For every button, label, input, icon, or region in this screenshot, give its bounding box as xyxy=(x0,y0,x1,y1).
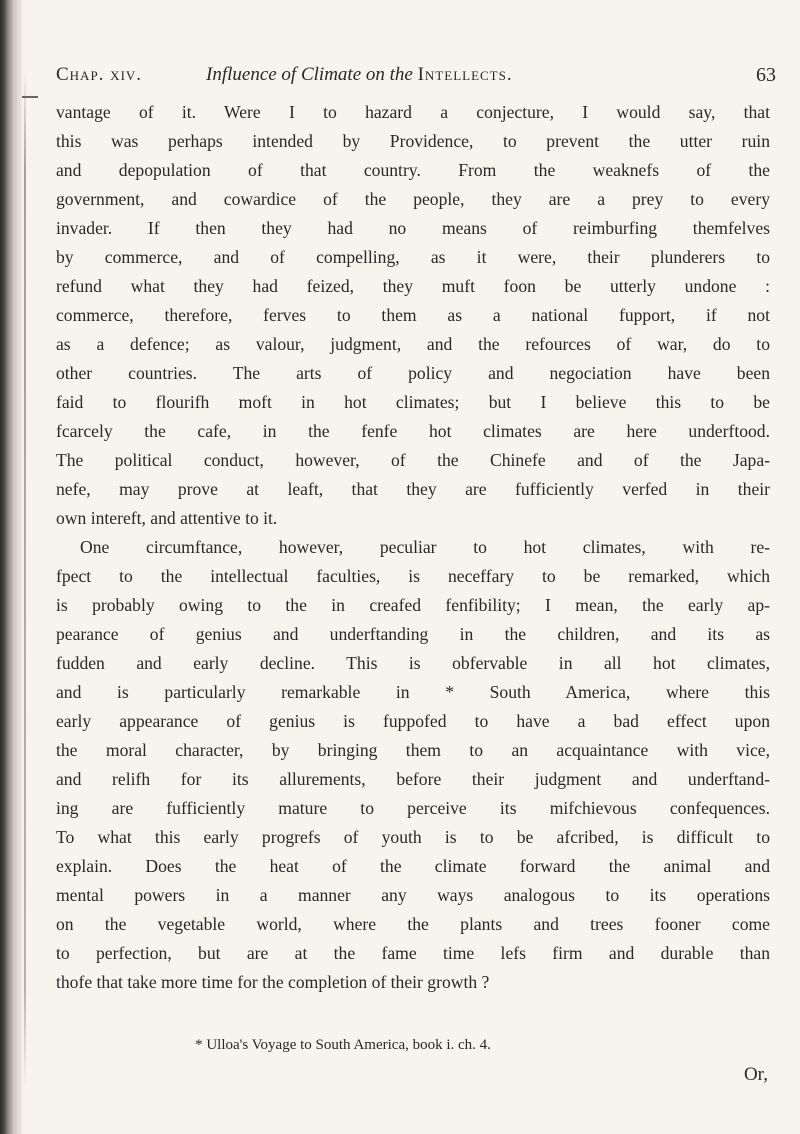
running-title xyxy=(206,64,513,86)
text-line: government, and cowardice of the people, they are a prey to every xyxy=(56,189,770,209)
page-number: 63 xyxy=(756,64,776,86)
binding-edge-line xyxy=(24,70,26,1090)
text-line: on the vegetable world, where the plants and trees fooner come xyxy=(56,914,770,934)
catchword: Or, xyxy=(743,1064,768,1085)
text-line: pearance of genius and underftanding in the children, and its as xyxy=(56,624,770,644)
book-binding-shadow xyxy=(0,0,22,1134)
footnote: * Ulloa's Voyage to South America, book i. ch. 4. xyxy=(195,1037,491,1053)
text-line: fcarcely the cafe, in the fenfe hot climates are here underftood. xyxy=(56,421,770,441)
text-line: is probably owing to the in creafed fenfibility; I mean, the early ap- xyxy=(56,595,770,615)
text-line: and relifh for its allurements, before their judgment and underftand- xyxy=(56,769,770,789)
paragraph-end-line: own intereft, and attentive to it. xyxy=(56,508,278,528)
text-line: early appearance of genius is fuppofed to have a bad effect upon xyxy=(56,711,770,731)
text-line: to perfection, but are at the fame time lefs firm and durable than xyxy=(56,943,770,963)
paragraph-start-line: One circumftance, however, peculiar to hot climates, with re- xyxy=(80,537,770,557)
running-title-italic: Influence of Climate on the xyxy=(206,64,413,85)
text-line: fudden and early decline. This is obfervable in all hot climates, xyxy=(56,653,770,673)
text-line: explain. Does the heat of the climate forward the animal and xyxy=(56,856,770,876)
text-line: other countries. The arts of policy and negociation have been xyxy=(56,363,770,383)
running-title-caps: Intellects. xyxy=(417,64,513,85)
text-line: faid to flourifh moft in hot climates; but I believe this to be xyxy=(56,392,770,412)
chapter-label: Chap. xiv. xyxy=(56,64,143,85)
text-line: this was perhaps intended by Providence, to prevent the utter ruin xyxy=(56,131,770,151)
text-line: refund what they had feized, they muft foon be utterly undone : xyxy=(56,276,770,296)
text-line: and depopulation of that country. From the weaknefs of the xyxy=(56,160,770,180)
text-line: commerce, therefore, ferves to them as a national fupport, if not xyxy=(56,305,770,325)
text-line: To what this early progrefs of youth is to be afcribed, is difficult to xyxy=(56,827,770,847)
text-line: nefe, may prove at leaft, that they are fufficiently verfed in their xyxy=(56,479,770,499)
text-line: as a defence; as valour, judgment, and the refources of war, do to xyxy=(56,334,770,354)
text-line: by commerce, and of compelling, as it were, their plunderers to xyxy=(56,247,770,267)
text-line: ing are fufficiently mature to perceive its mifchievous confequences. xyxy=(56,798,770,818)
text-line: invader. If then they had no means of reimburfing themfelves xyxy=(56,218,770,238)
text-line: the moral character, by bringing them to an acquaintance with vice, xyxy=(56,740,770,760)
running-header xyxy=(56,64,776,94)
text-line: mental powers in a manner any ways analogous to its operations xyxy=(56,885,770,905)
body-text xyxy=(56,98,770,997)
text-line: thofe that take more time for the completion of their growth ? xyxy=(56,972,490,992)
text-line: The political conduct, however, of the Chinefe and of the Japa- xyxy=(56,450,770,470)
text-line: vantage of it. Were I to hazard a conjecture, I would say, that xyxy=(56,102,770,122)
text-line: and is particularly remarkable in * South America, where this xyxy=(56,682,770,702)
binding-mark xyxy=(22,96,38,98)
text-line: fpect to the intellectual faculties, is neceffary to be remarked, which xyxy=(56,566,770,586)
